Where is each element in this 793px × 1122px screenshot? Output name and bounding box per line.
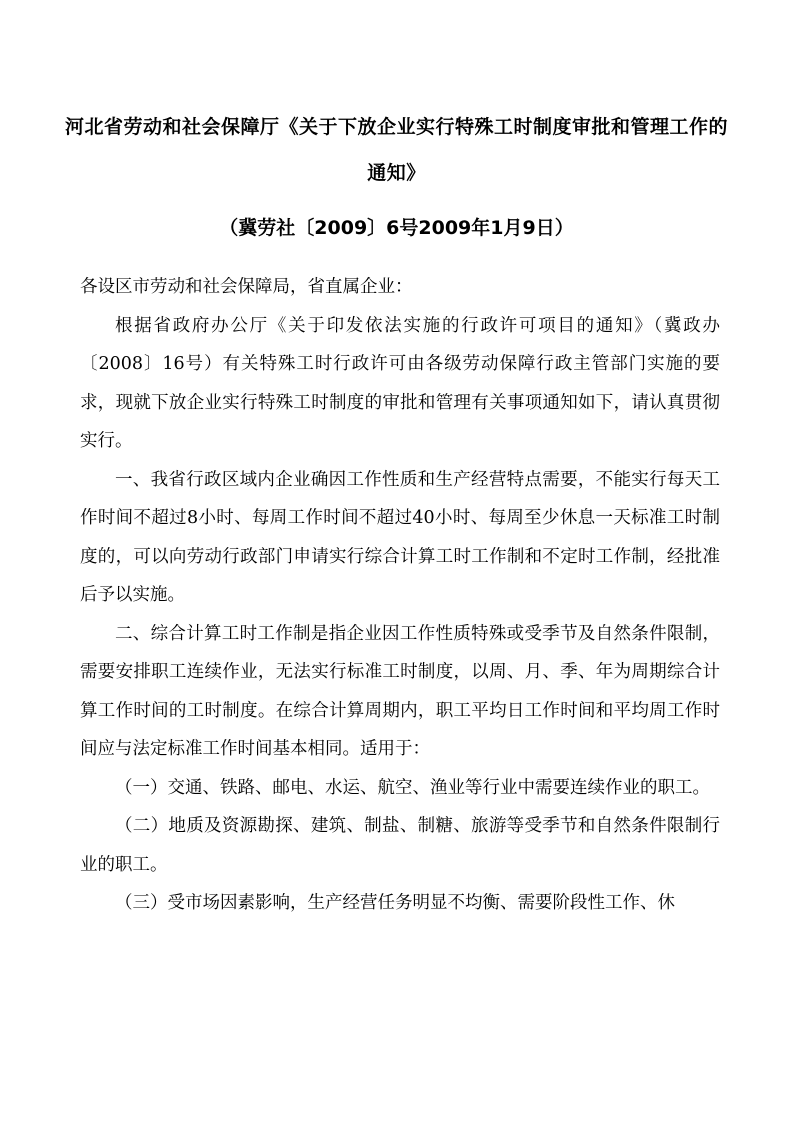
paragraph-sub-1: （一）交通、铁路、邮电、水运、航空、渔业等行业中需要连续作业的职工。 (115, 777, 710, 798)
paragraph-item-2: 二、综合计算工时工作制是指企业因工作性质特殊或受季节及自然条件限制，需要安排职工连续作业，无法实行标准工时制度，以周、月、季、年为周期综合计算工作时间的工时制度。在综合计算周期内，职工平均日工作时间和平均周工作时间应与法定标准工作时间基本相同。适用于： (80, 623, 720, 759)
paragraph-item-1: 一、我省行政区域内企业确因工作性质和生产经营特点需要，不能实行每天工作时间不超过8小时、每周工作时间不超过40小时、每周至少休息一天标准工时制度的，可以向劳动行政部门申请实行综合计算工时工作制和不定时工作制，经批准后予以实施。 (80, 469, 720, 605)
paragraph-sub-2: （二）地质及资源勘探、建筑、制盐、制糖、旅游等受季节和自然条件限制行业的职工。 (80, 816, 720, 875)
paragraph-intro: 根据省政府办公厅《关于印发依法实施的行政许可项目的通知》（冀政办〔2008〕16号）有关特殊工时行政许可由各级劳动保障行政主管部门实施的要求，现就下放企业实行特殊工时制度的审批和管理有关事项通知如下，请认真贯彻实行。 (80, 315, 720, 451)
paragraph-sub-3: （三）受市场因素影响，生产经营任务明显不均衡、需要阶段性工作、休 (115, 893, 675, 913)
document-title: 河北省劳动和社会保障厅《关于下放企业实行特殊工时制度审批和管理工作的通知》 (64, 116, 728, 184)
document-subtitle: （冀劳社〔2009〕6号2009年1月9日） (219, 217, 574, 239)
document-body (80, 268, 720, 923)
salutation: 各设区市劳动和社会保障局，省直属企业： (80, 277, 413, 297)
